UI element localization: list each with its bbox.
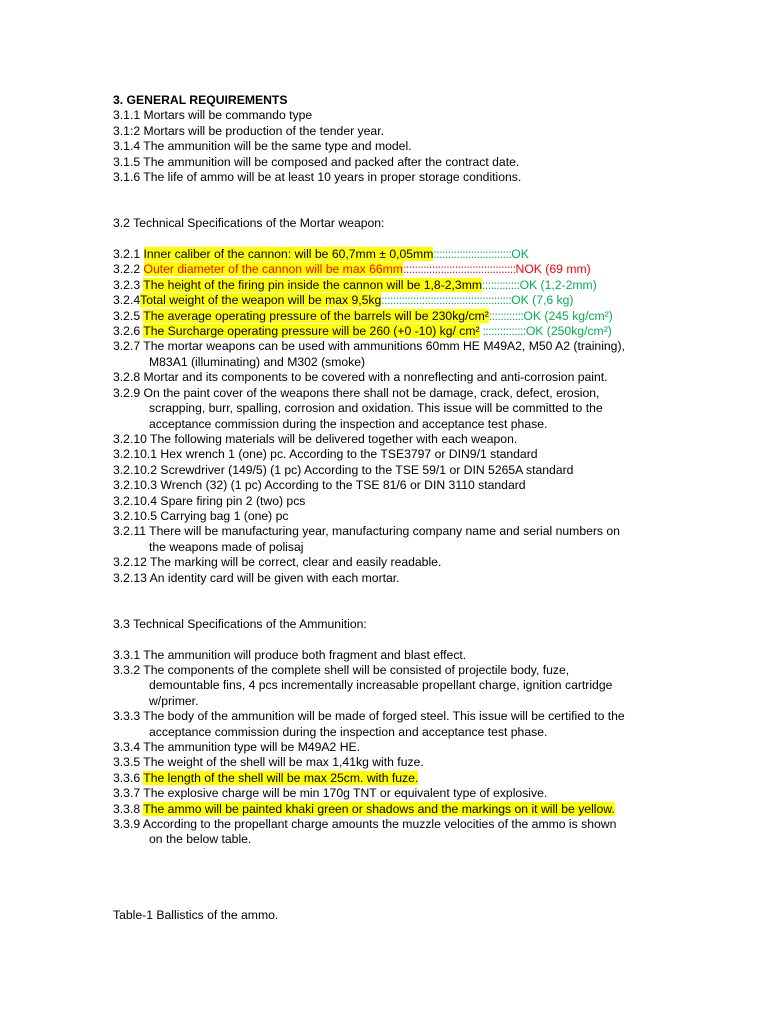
ammo-item-number: 3.3.6 bbox=[113, 770, 144, 785]
ammo-item-continuation: acceptance commission during the inspection and acceptance test phase. bbox=[149, 724, 548, 739]
spacer bbox=[113, 232, 708, 247]
weapon-item: 3.2.10.5 Carrying bag 1 (one) pc bbox=[113, 508, 289, 523]
spec-result: OK (250kg/cm²) bbox=[525, 324, 612, 339]
spec-dots: ::::::::::::::::::::::::::::::::::::::::::::: bbox=[381, 293, 512, 308]
general-item: 3.1.5 The ammunition will be composed and packed after the contract date. bbox=[113, 154, 520, 169]
ammo-item: 3.3.1 The ammunition will produce both fragment and blast effect. bbox=[113, 647, 467, 662]
spec-number: 3.2.3 bbox=[113, 277, 144, 292]
spec-text: Total weight of the weapon will be max 9,5kg bbox=[140, 293, 382, 308]
spacer bbox=[113, 632, 708, 647]
spec-number: 3.2.1 bbox=[113, 247, 144, 262]
spec-text: Outer diameter of the cannon will be max 66mm bbox=[143, 262, 403, 277]
spacer bbox=[113, 848, 708, 893]
weapon-item: 3.2.8 Mortar and its components to be covered with a nonreflecting and anti-corrosion paint. bbox=[113, 370, 608, 385]
ammo-item-highlighted bbox=[113, 771, 708, 786]
ammo-item: 3.3.2 The components of the complete shell will be consisted of projectile body, fuze, bbox=[113, 662, 570, 677]
ammo-item-text: The length of the shell will be max 25cm. with fuze. bbox=[143, 770, 419, 785]
spec-row-3-2-4 bbox=[113, 293, 708, 308]
weapon-item: 3.2.7 The mortar weapons can be used with ammunitions 60mm HE M49A2, M50 A2 (training), bbox=[113, 339, 625, 354]
spec-result: OK (7,6 kg) bbox=[511, 293, 574, 308]
spacer bbox=[113, 893, 708, 908]
spec-number: 3.2.6 bbox=[113, 324, 144, 339]
spec-dots: ::::::::::::::: bbox=[479, 324, 526, 339]
weapon-item: 3.2.10.4 Spare firing pin 2 (two) pcs bbox=[113, 493, 306, 508]
ammo-item: 3.3.7 The explosive charge will be min 170g TNT or equivalent type of explosive. bbox=[113, 786, 548, 801]
spec-text: The Surcharge operating pressure will be 260 (+0 -10) kg/ cm² bbox=[143, 324, 480, 339]
spec-text: The height of the firing pin inside the cannon will be 1,8-2,3mm bbox=[143, 277, 483, 292]
ammo-item-number: 3.3.8 bbox=[113, 801, 144, 816]
ammo-item-continuation: demountable fins, 4 pcs incrementally increasable propellant charge, ignition cartridge bbox=[149, 678, 613, 693]
spacer bbox=[113, 586, 708, 617]
ammo-item: 3.3.4 The ammunition type will be M49A2 HE. bbox=[113, 740, 361, 754]
spec-row-3-2-2 bbox=[113, 262, 708, 277]
spec-number: 3.2.5 bbox=[113, 308, 144, 323]
ammo-item: 3.3.5 The weight of the shell will be max 1,41kg with fuze. bbox=[113, 755, 424, 770]
spec-result: NOK (69 mm) bbox=[515, 262, 591, 277]
spec-row-3-2-6 bbox=[113, 324, 708, 339]
general-item: 3.1.6 The life of ammo will be at least 10 years in proper storage conditions. bbox=[113, 170, 522, 185]
weapon-item: 3.2.11 There will be manufacturing year, manufacturing company name and serial numbers on bbox=[113, 524, 620, 539]
spec-dots: ::::::::::::::::::::::::::::::::::::::: bbox=[402, 262, 516, 277]
ammo-item-continuation: on the below table. bbox=[149, 832, 252, 847]
spec-row-3-2-3 bbox=[113, 278, 708, 293]
weapon-item: 3.2.10 The following materials will be delivered together with each weapon. bbox=[113, 431, 518, 446]
spec-text: The average operating pressure of the barrels will be 230kg/cm² bbox=[143, 308, 489, 323]
spec-row-3-2-1 bbox=[113, 247, 708, 262]
table-caption: Table-1 Ballistics of the ammo. bbox=[113, 908, 279, 923]
weapon-item: 3.2.9 On the paint cover of the weapons there shall not be damage, crack, defect, erosion, bbox=[113, 385, 600, 400]
ammo-item-highlighted bbox=[113, 802, 708, 817]
weapon-item: 3.2.10.2 Screwdriver (149/5) (1 pc) According to the TSE 59/1 or DIN 5265A standard bbox=[113, 462, 574, 477]
weapon-item: 3.2.13 An identity card will be given with each mortar. bbox=[113, 570, 400, 585]
spec-dots: ::::::::::::: bbox=[482, 277, 520, 292]
spec-number: 3.2.2 bbox=[113, 262, 144, 277]
spec-row-3-2-5 bbox=[113, 309, 708, 324]
weapon-item-continuation: acceptance commission during the inspection and acceptance test phase. bbox=[149, 416, 548, 431]
spacer bbox=[113, 185, 708, 216]
weapon-specs-heading: 3.2 Technical Specifications of the Mortar weapon: bbox=[113, 216, 385, 231]
spec-result: OK bbox=[511, 247, 529, 262]
weapon-item: 3.2.12 The marking will be correct, clear and easily readable. bbox=[113, 555, 442, 570]
weapon-item: 3.2.10.1 Hex wrench 1 (one) pc. According to the TSE3797 or DIN9/1 standard bbox=[113, 447, 538, 462]
weapon-item-continuation: M83A1 (illuminating) and M302 (smoke) bbox=[149, 354, 366, 369]
general-requirements-heading: 3. GENERAL REQUIREMENTS bbox=[113, 93, 288, 107]
ammo-item: 3.3.9 According to the propellant charge amounts the muzzle velocities of the ammo is shown bbox=[113, 817, 617, 832]
ammo-specs-heading: 3.3 Technical Specifications of the Ammunition: bbox=[113, 616, 367, 631]
general-item: 3.1:2 Mortars will be production of the tender year. bbox=[113, 123, 384, 138]
weapon-item-continuation: the weapons made of polisaj bbox=[149, 539, 304, 554]
general-item: 3.1.1 Mortars will be commando type bbox=[113, 108, 313, 123]
spec-result: OK (1,2-2mm) bbox=[519, 277, 597, 292]
spec-dots: :::::::::::: bbox=[488, 308, 524, 323]
ammo-item-text: The ammo will be painted khaki green or shadows and the markings on it will be yellow. bbox=[143, 801, 615, 816]
weapon-item: 3.2.10.3 Wrench (32) (1 pc) According to the TSE 81/6 or DIN 3110 standard bbox=[113, 478, 526, 493]
ammo-item: 3.3.3 The body of the ammunition will be made of forged steel. This issue will be certified to the bbox=[113, 709, 625, 724]
spec-dots: ::::::::::::::::::::::::::: bbox=[433, 247, 512, 262]
general-item: 3.1.4 The ammunition will be the same type and model. bbox=[113, 139, 412, 154]
weapon-item-continuation: scrapping, burr, spalling, corrosion and oxidation. This issue will be committed to the bbox=[149, 401, 603, 416]
spec-result: OK (245 kg/cm²) bbox=[523, 308, 613, 323]
spec-number: 3.2.4 bbox=[113, 293, 141, 308]
spec-text: Inner caliber of the cannon: will be 60,7mm ± 0,05mm bbox=[143, 247, 434, 262]
ammo-item-continuation: w/primer. bbox=[149, 693, 199, 708]
